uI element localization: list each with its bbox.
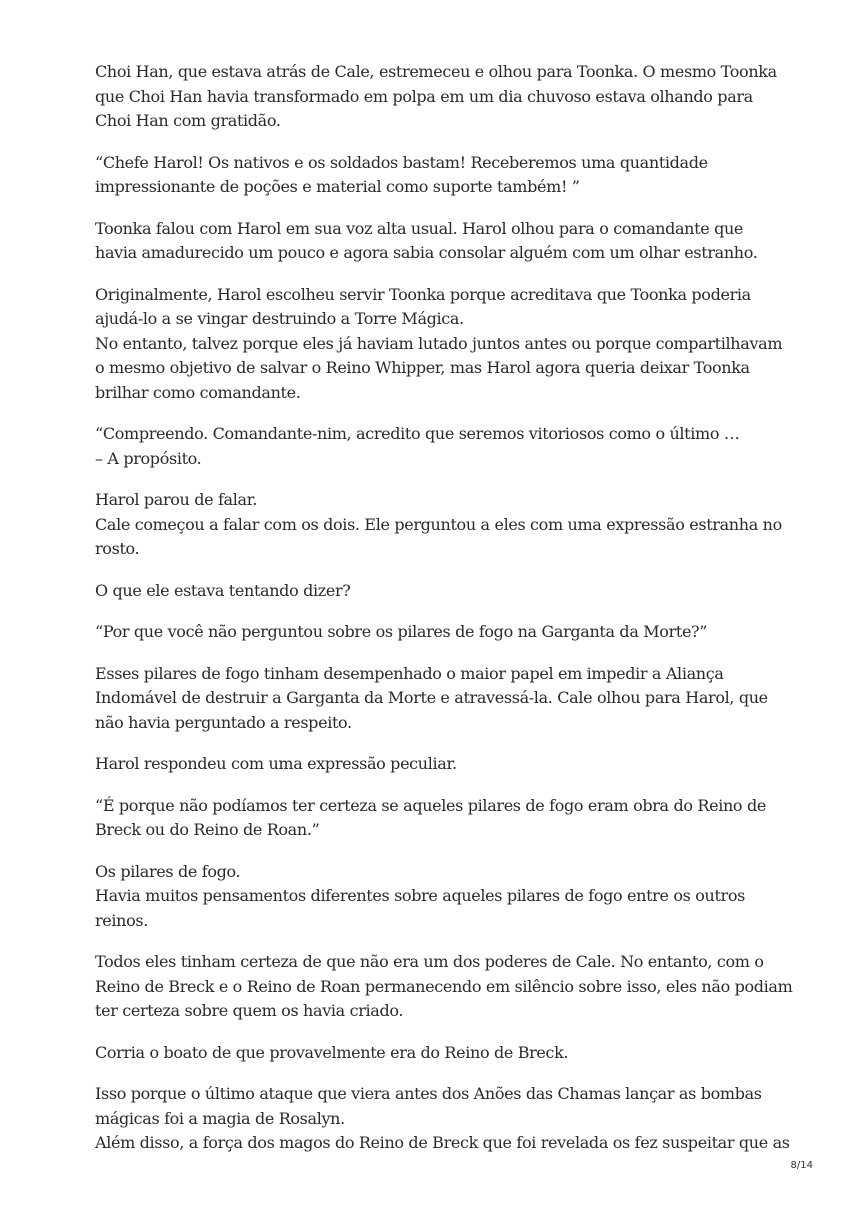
document-body (95, 60, 795, 1173)
paragraph-1: Choi Han, que estava atrás de Cale, estremeceu e olhou para Toonka. O mesmo Toonka que Choi Han havia transformado em polpa em um dia chuvoso estava olhando para Choi Han com gratidão. (95, 62, 777, 130)
paragraph-7: O que ele estava tentando dizer? (95, 580, 351, 600)
page-number: 8/14 (790, 1160, 813, 1171)
paragraph-11: “É porque não podíamos ter certeza se aqueles pilares de fogo eram obra do Reino de Breck ou do Reino de Roan.” (95, 795, 766, 839)
paragraph-2: “Chefe Harol! Os nativos e os soldados bastam! Receberemos uma quantidade impressionante de poções e material como suporte também! ” (95, 152, 708, 196)
paragraph-13: Todos eles tinham certeza de que não era um dos poderes de Cale. No entanto, com o Reino de Breck e o Reino de Roan permanecendo em silêncio sobre isso, eles não podiam ter certeza sobre quem os havia criado. (95, 952, 793, 1020)
paragraph-12: Os pilares de fogo. Havia muitos pensamentos diferentes sobre aqueles pilares de fogo entre os outros reinos. (95, 861, 745, 930)
paragraph-9: Esses pilares de fogo tinham desempenhado o maior papel em impedir a Aliança Indomável de destruir a Garganta da Morte e atravessá-la. Cale olhou para Harol, que não havia perguntado a respeito. (95, 663, 768, 732)
paragraph-8: “Por que você não perguntou sobre os pilares de fogo na Garganta da Morte?” (95, 622, 708, 641)
paragraph-15: Isso porque o último ataque que viera antes dos Anões das Chamas lançar as bombas mágicas foi a magia de Rosalyn. Além disso, a força dos magos do Reino de Breck que foi revelada os fez suspeitar que as (95, 1084, 790, 1152)
paragraph-14: Corria o boato de que provavelmente era do Reino de Breck. (95, 1042, 569, 1062)
paragraph-3: Toonka falou com Harol em sua voz alta usual. Harol olhou para o comandante que havia amadurecido um pouco e agora sabia consolar alguém com um olhar estranho. (95, 218, 758, 262)
paragraph-6: Harol parou de falar. Cale começou a falar com os dois. Ele perguntou a eles com uma expressão estranha no rosto. (95, 490, 782, 558)
paragraph-5: “Compreendo. Comandante-nim, acredito que seremos vitoriosos como o último … – A propósito. (95, 424, 740, 468)
paragraph-4: Originalmente, Harol escolheu servir Toonka porque acreditava que Toonka poderia ajudá-lo a se vingar destruindo a Torre Mágica. No entanto, talvez porque eles já haviam lutado juntos antes ou porque compartilhavam o mesmo objetivo de salvar o Reino Whipper, mas Harol agora queria deixar Toonka brilhar como comandante. (95, 284, 783, 402)
paragraph-10: Harol respondeu com uma expressão peculiar. (95, 754, 457, 773)
